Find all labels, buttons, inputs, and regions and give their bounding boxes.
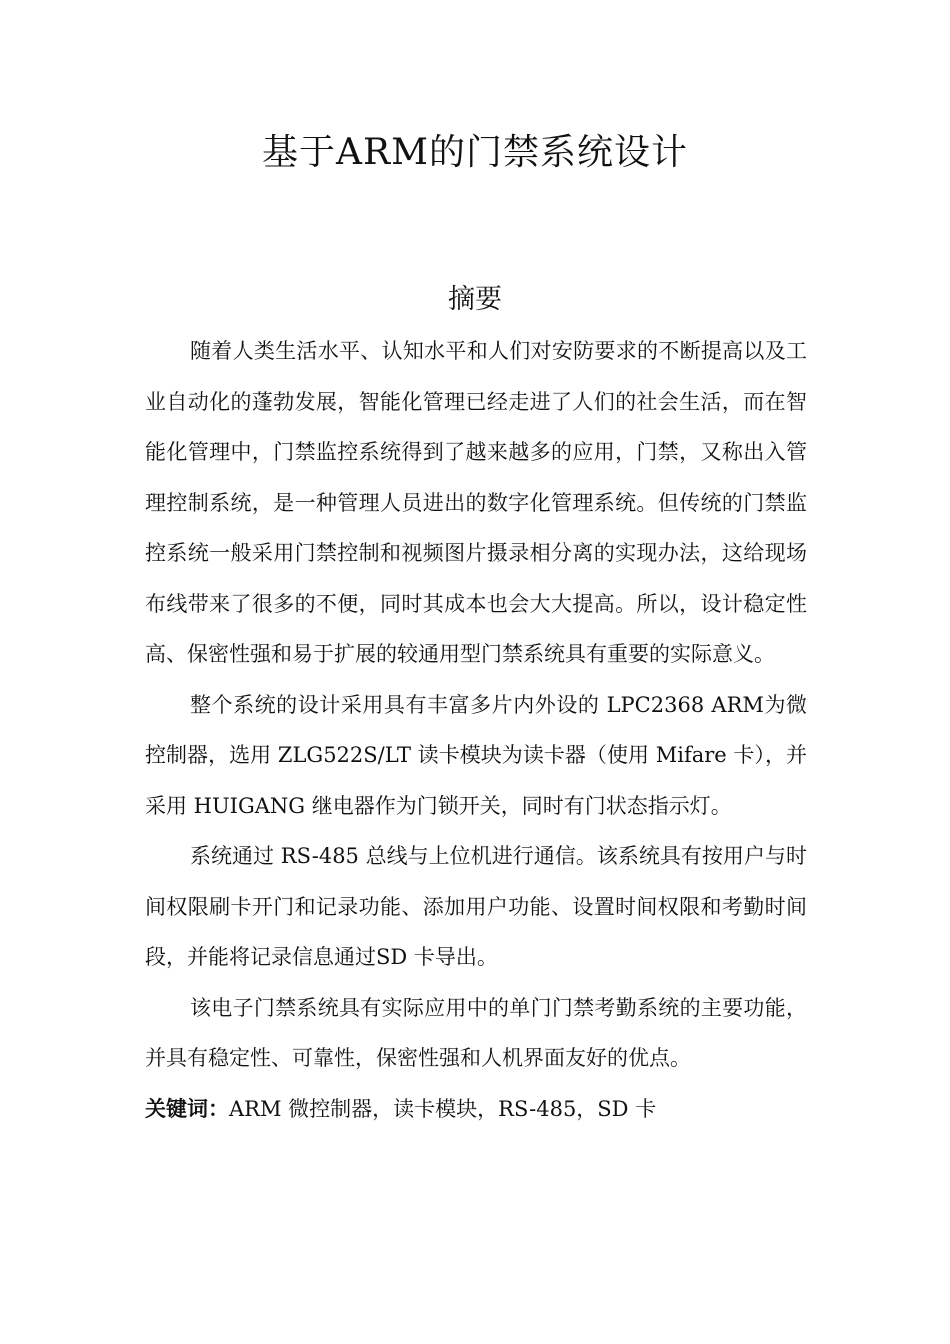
- keywords-line: [145, 1084, 807, 1135]
- abstract-body: [145, 326, 807, 1134]
- abstract-paragraph-1: 随着人类生活水平、认知水平和人们对安防要求的不断提高以及工业自动化的蓬勃发展，智能化管理已经走进了人们的社会生活，而在智能化管理中，门禁监控系统得到了越来越多的应用，门禁，又称出入管理控制系统，是一种管理人员进出的数字化管理系统。但传统的门禁监控系统一般采用门禁控制和视频图片摄录相分离的实现办法，这给现场布线带来了很多的不便，同时其成本也会大大提高。所以，设计稳定性高、保密性强和易于扩展的较通用型门禁系统具有重要的实际意义。: [145, 339, 807, 666]
- abstract-heading: 摘要: [448, 284, 502, 315]
- abstract-paragraph-3: 系统通过 RS-485 总线与上位机进行通信。该系统具有按用户与时间权限刷卡开门和记录功能、添加用户功能、设置时间权限和考勤时间段，并能将记录信息通过SD 卡导出。: [145, 844, 807, 969]
- abstract-paragraph-2: 整个系统的设计采用具有丰富多片内外设的 LPC2368 ARM为微控制器，选用 ZLG522S/LT 读卡模块为读卡器（使用 Mifare 卡），并采用 HUIGANG 继电器作为门锁开关，同时有门状态指示灯。: [145, 692, 807, 818]
- keywords-text: ARM 微控制器，读卡模块，RS-485，SD 卡: [229, 1096, 657, 1121]
- keywords-label: 关键词：: [145, 1096, 229, 1121]
- abstract-paragraph-4: 该电子门禁系统具有实际应用中的单门门禁考勤系统的主要功能，并具有稳定性、可靠性，保密性强和人机界面友好的优点。: [145, 995, 807, 1070]
- document-title: 基于ARM的门禁系统设计: [262, 132, 688, 173]
